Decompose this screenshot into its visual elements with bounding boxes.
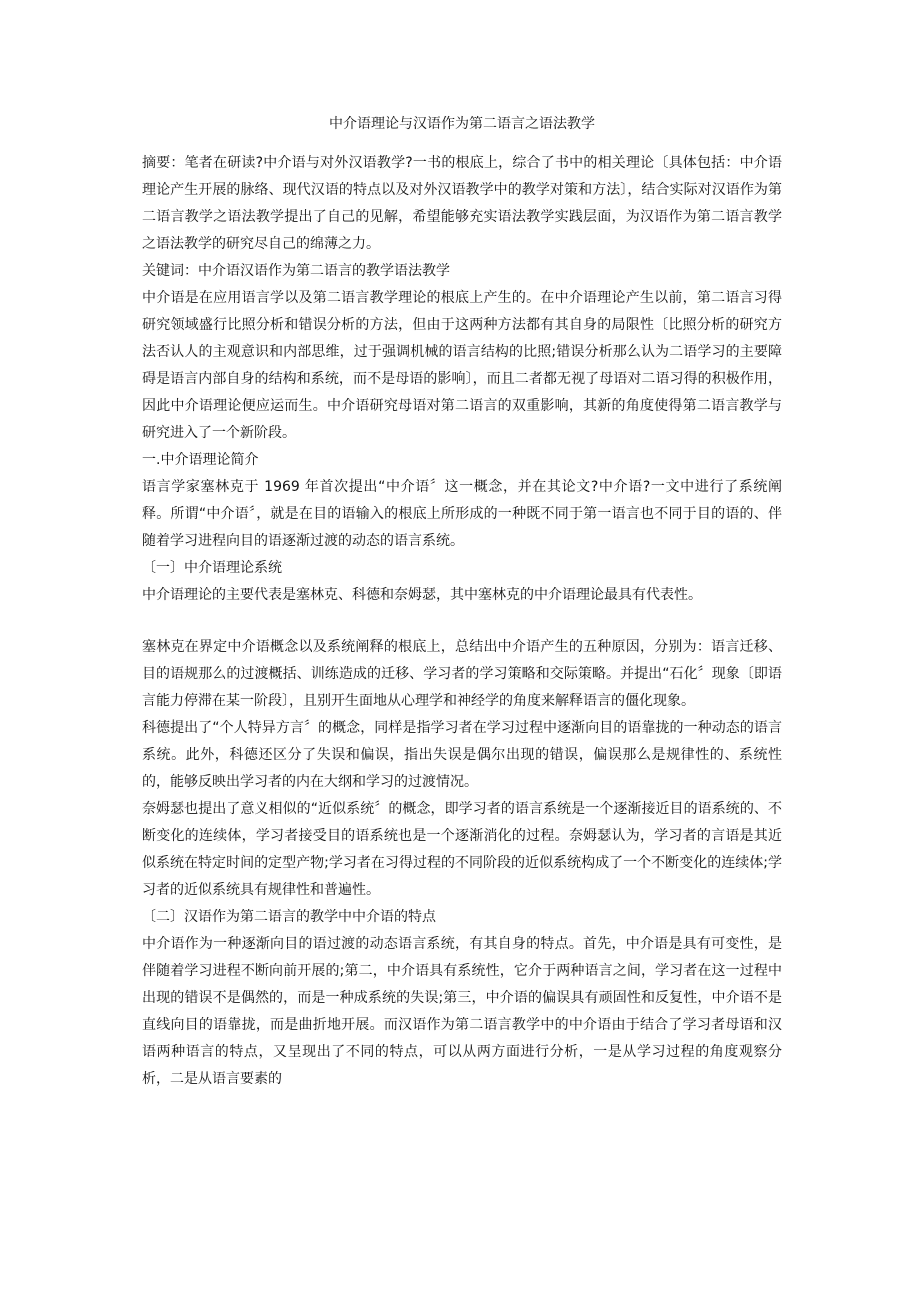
document-title: 中介语理论与汉语作为第二语言之语法教学 <box>329 116 595 132</box>
body-paragraph: 科德提出了“个人特异方言〞的概念，同样是指学习者在学习过程中逐渐向目的语靠拢的一种动态的语言系统。此外，科德还区分了失误和偏误，指出失误是偶尔出现的错误，偏误那么是规律性的、系统性的，能够反映出学习者的内在大纲和学习的过渡情况。 <box>142 720 782 790</box>
body-paragraph: 中介语作为一种逐渐向目的语过渡的动态语言系统，有其自身的特点。首先，中介语是具有可变性，是伴随着学习进程不断向前开展的;第二，中介语具有系统性，它介于两种语言之间，学习者在这一过程中出现的错误不是偶然的，而是一种成系统的失误;第三，中介语的偏误具有顽固性和反复性，中介语不是直线向目的语靠拢，而是曲折地开展。而汉语作为第二语言教学中的中介语由于结合了学习者母语和汉语两种语言的特点，又呈现出了不同的特点，可以从两方面进行分析，一是从学习过程的角度观察分析，二是从语言要素的 <box>142 936 782 1087</box>
body-paragraph: 中介语理论的主要代表是塞林克、科德和奈姆瑟，其中塞林克的中介语理论最具有代表性。 <box>142 587 702 603</box>
body-paragraph: 塞林克在界定中介语概念以及系统阐释的根底上，总结出中介语产生的五种原因，分别为：语言迁移、目的语规那么的过渡概括、训练造成的迁移、学习者的学习策略和交际策略。并提出“石化〞现象〔即语言能力停滞在某一阶段〕，且别开生面地从心理学和神经学的角度来解释语言的僵化现象。 <box>142 639 782 709</box>
section-heading-1: 一.中介语理论简介 <box>142 452 259 468</box>
keywords-paragraph: 关键词：中介语汉语作为第二语言的教学语法教学 <box>142 263 450 279</box>
intro-paragraph: 中介语是在应用语言学以及第二语言教学理论的根底上产生的。在中介语理论产生以前，第二语言习得研究领域盛行比照分析和错误分析的方法，但由于这两种方法都有其自身的局限性〔比照分析的研究方法否认人的主观意识和内部思维，过于强调机械的语言结构的比照;错误分析那么认为二语学习的主要障碍是语言内部自身的结构和系统，而不是母语的影响〕，而且二者都无视了母语对二语习得的积极作用，因此中介语理论便应运而生。中介语研究母语对第二语言的双重影响，其新的角度使得第二语言教学与研究进入了一个新阶段。 <box>142 290 782 441</box>
body-paragraph: 奈姆瑟也提出了意义相似的“近似系统〞的概念，即学习者的语言系统是一个逐渐接近目的语系统的、不断变化的连续体，学习者接受目的语系统也是一个逐渐消化的过程。奈姆瑟认为，学习者的言语是其近似系统在特定时间的定型产物;学习者在习得过程的不同阶段的近似系统构成了一个不断变化的连续体;学习者的近似系统具有规律性和普遍性。 <box>142 801 782 898</box>
abstract-paragraph: 摘要：笔者在研读?中介语与对外汉语教学?一书的根底上，综合了书中的相关理论〔具体包括：中介语理论产生开展的脉络、现代汉语的特点以及对外汉语教学中的教学对策和方法〕，结合实际对汉语作为第二语言教学之语法教学提出了自己的见解，希望能够充实语法教学实践层面，为汉语作为第二语言教学之语法教学的研究尽自己的绵薄之力。 <box>142 155 782 252</box>
subsection-heading-2: 〔二〕汉语作为第二语言的教学中中介语的特点 <box>142 909 436 925</box>
subsection-heading-1: 〔一〕中介语理论系统 <box>142 560 282 576</box>
body-paragraph: 语言学家塞林克于 1969 年首次提出“中介语〞这一概念，并在其论文?中介语?一文中进行了系统阐释。所谓“中介语〞，就是在目的语输入的根底上所形成的一种既不同于第一语言也不同于目的语的、伴随着学习进程向目的语逐渐过渡的动态的语言系统。 <box>142 479 782 549</box>
document-page <box>142 112 782 1093</box>
blank-line <box>142 609 782 634</box>
